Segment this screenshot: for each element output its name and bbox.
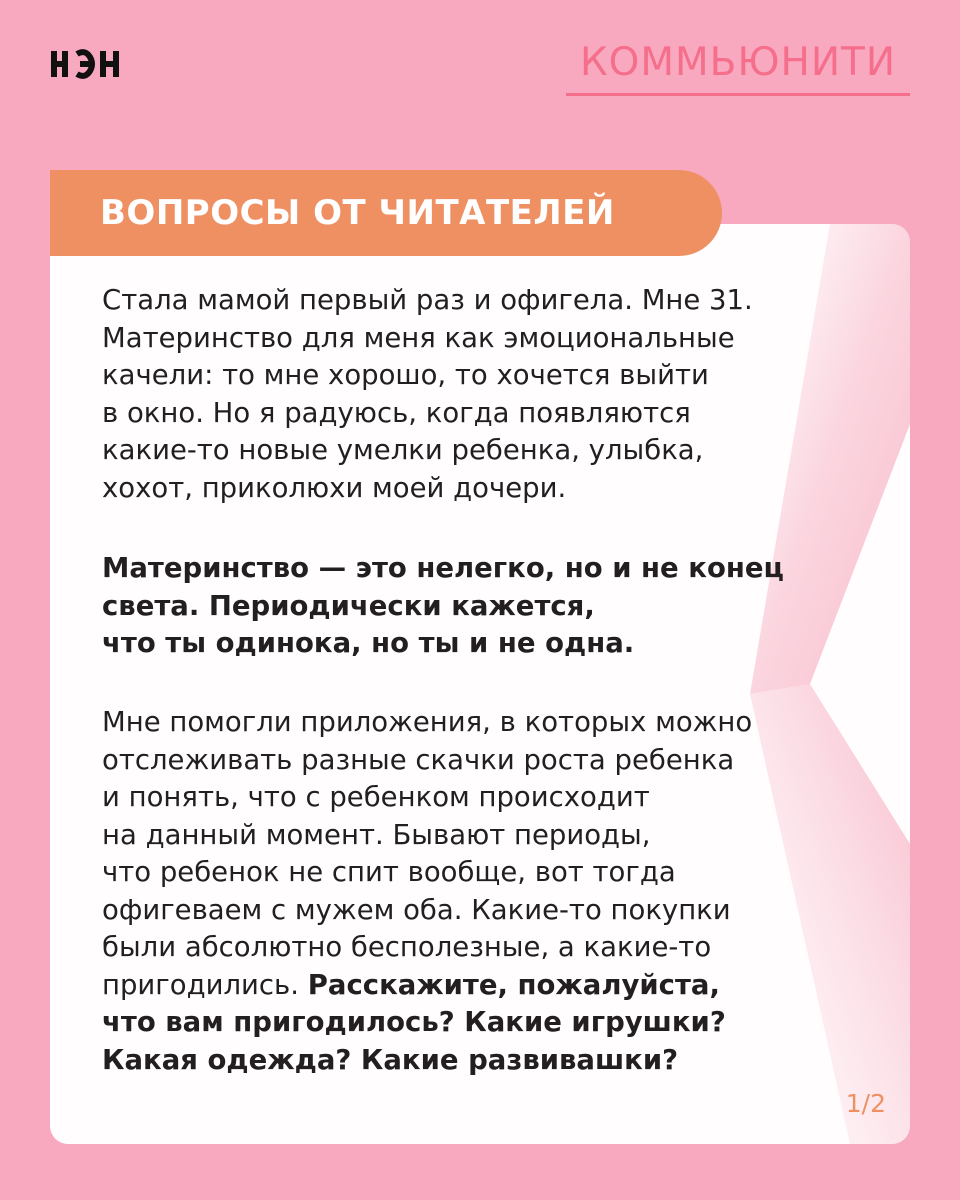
text-line: хохот, приколюхи моей дочери.: [102, 471, 567, 504]
brand-logo: [50, 48, 124, 80]
text-line: Материнство для меня как эмоциональные: [102, 321, 735, 354]
text-line: света. Периодически кажется,: [102, 589, 595, 622]
text-line: какие-то новые умелки ребенка, улыбка,: [102, 434, 704, 466]
section-label: КОММЬЮНИТИ: [566, 38, 910, 96]
text-line: в окно. Но я радуюсь, когда появляются: [102, 396, 691, 429]
text-line: качели: то мне хорошо, то хочется выйти: [102, 359, 709, 391]
text-line: офигеваем с мужем оба. Какие-то покупки: [102, 893, 731, 926]
paragraph-question: [102, 704, 862, 1079]
text-line: Мне помогли приложения, в которых можно: [102, 706, 753, 738]
text-fragment: пригодились.: [102, 968, 299, 1001]
question-prompt: Какая одежда? Какие развивашки?: [102, 1043, 679, 1076]
text-line: Стала мамой первый раз и офигела. Мне 31.: [102, 284, 753, 316]
text-line: [102, 967, 862, 1005]
question-prompt: Расскажите, пожалуйста,: [307, 968, 720, 1001]
text-line: отслеживать разные скачки роста ребенка: [102, 743, 735, 776]
question-prompt: что вам пригодилось? Какие игрушки?: [102, 1006, 726, 1038]
paragraph-highlight: [102, 550, 862, 663]
card-title: ВОПРОСЫ ОТ ЧИТАТЕЛЕЙ: [100, 193, 615, 233]
text-line: на данный момент. Бывают периоды,: [102, 818, 651, 851]
page-counter: 1/2: [845, 1089, 886, 1118]
text-line: Материнство — это нелегко, но и не конец: [102, 552, 784, 584]
paragraph-intro: [102, 282, 862, 507]
text-line: что ты одинока, но ты и не одна.: [102, 627, 635, 659]
text-line: и понять, что с ребенком происходит: [102, 781, 650, 813]
text-line: были абсолютно бесполезные, а какие-то: [102, 931, 712, 963]
text-line: что ребенок не спит вообще, вот тогда: [102, 856, 676, 888]
